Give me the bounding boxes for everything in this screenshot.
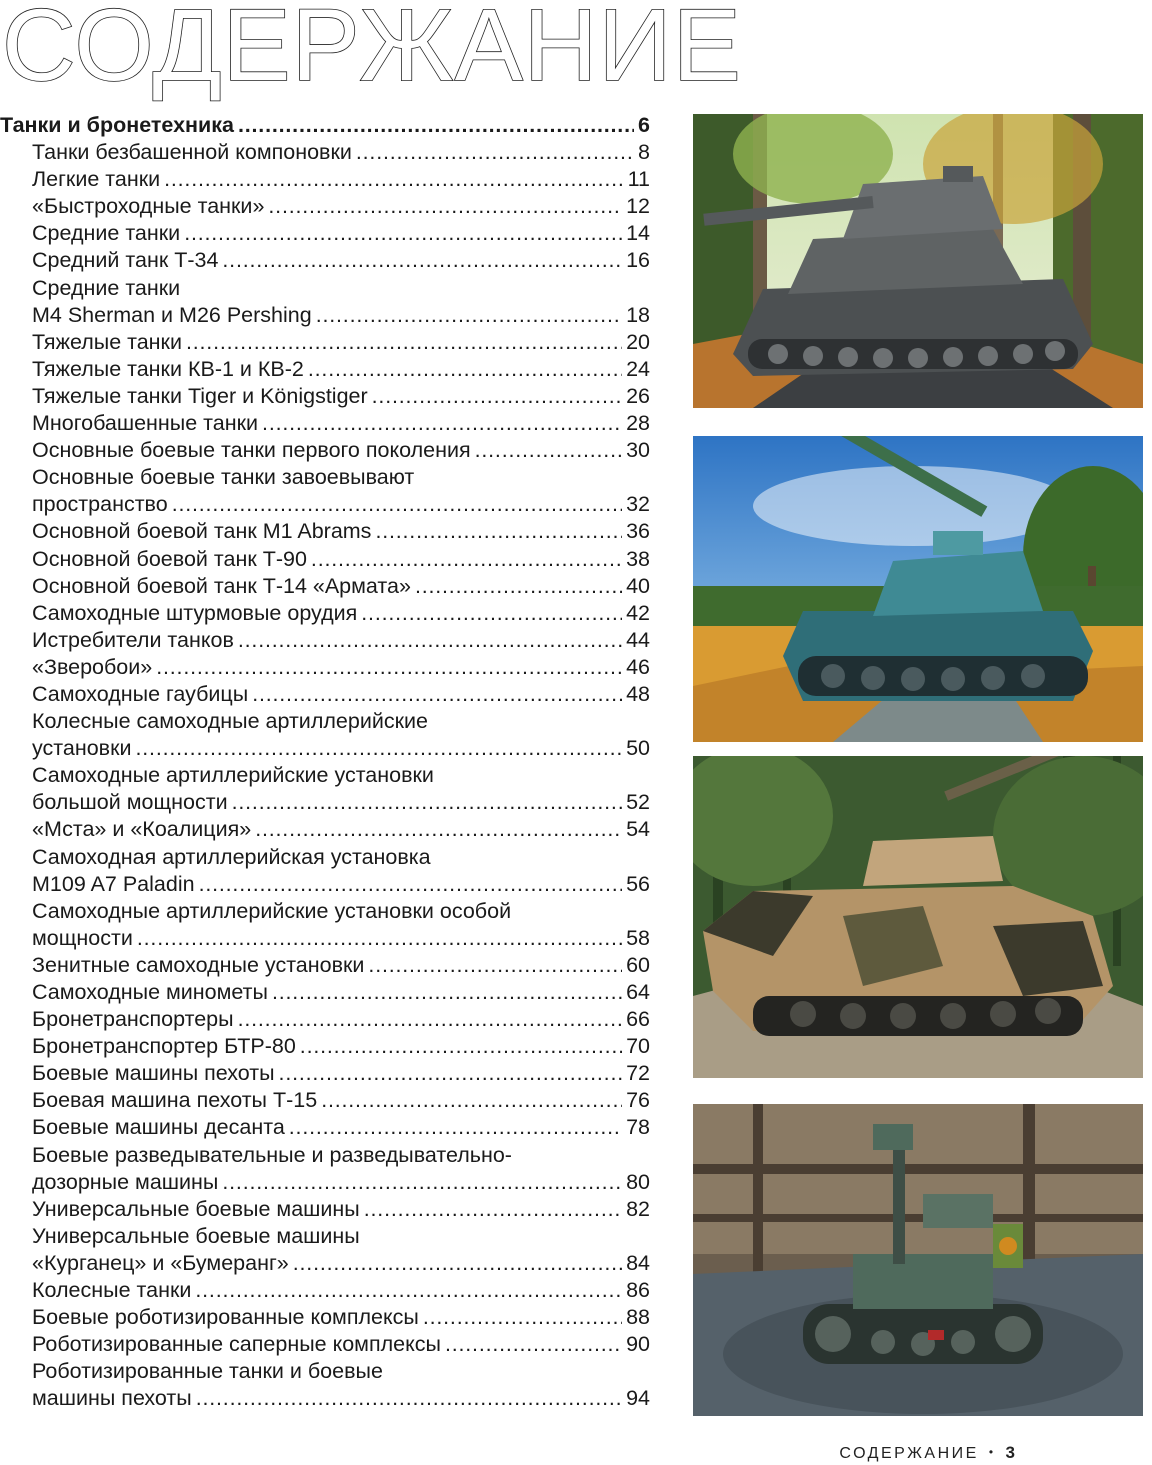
infantry-vehicle-illustration — [693, 756, 1143, 1078]
toc-title: Основной боевой танк M1 Abrams — [32, 519, 372, 544]
toc-page-number: 56 — [626, 871, 650, 896]
toc-title: Боевые машины пехоты — [32, 1061, 275, 1086]
toc-title: Средний танк Т-34 — [32, 248, 219, 273]
toc-entry[interactable] — [0, 952, 650, 979]
toc-entry[interactable] — [0, 1087, 650, 1114]
toc-leader — [356, 139, 634, 166]
toc-entry[interactable] — [0, 247, 650, 274]
toc-entry-line[interactable]: Основные боевые танки завоевывают — [32, 465, 415, 490]
toc-leader — [238, 112, 634, 139]
toc-leader — [222, 1169, 622, 1196]
toc-title: Истребители танков — [32, 627, 234, 652]
toc-page-number: 30 — [626, 438, 650, 463]
toc-leader — [368, 952, 622, 979]
toc-entry[interactable] — [0, 816, 650, 843]
toc-leader — [423, 1304, 622, 1331]
toc-leader — [195, 1277, 622, 1304]
toc-page-number: 82 — [626, 1196, 650, 1221]
toc-entry[interactable] — [0, 437, 650, 464]
toc-title: «Зверобои» — [32, 654, 153, 679]
toc-page-number: 94 — [626, 1386, 650, 1411]
toc-title: мощности — [32, 925, 133, 950]
toc-title: Колесные танки — [32, 1278, 192, 1303]
footer-label: СОДЕРЖАНИЕ — [839, 1445, 979, 1462]
toc-page-number: 54 — [626, 817, 650, 842]
main-battle-tank-illustration — [693, 436, 1143, 742]
toc-page-number: 12 — [626, 194, 650, 219]
table-of-contents — [0, 112, 650, 1413]
toc-entry[interactable] — [0, 1385, 650, 1412]
combat-robot-illustration — [693, 1104, 1143, 1416]
toc-title: Роботизированные саперные комплексы — [32, 1332, 441, 1357]
toc-entry-line[interactable]: Колесные самоходные артиллерийские — [32, 709, 428, 734]
toc-title: Самоходные штурмовые орудия — [32, 600, 358, 625]
toc-entry[interactable] — [0, 1250, 650, 1277]
toc-title: машины пехоты — [32, 1386, 192, 1411]
toc-entry[interactable] — [0, 979, 650, 1006]
toc-page-number: 70 — [626, 1034, 650, 1059]
toc-title: Бронетранспортеры — [32, 1007, 234, 1032]
toc-entry[interactable] — [0, 681, 650, 708]
toc-entry[interactable] — [0, 573, 650, 600]
toc-page-number: 80 — [626, 1169, 650, 1194]
toc-leader — [293, 1250, 622, 1277]
toc-leader — [262, 410, 622, 437]
toc-leader — [279, 1060, 623, 1087]
toc-entry[interactable] — [0, 166, 650, 193]
toc-entry[interactable] — [0, 356, 650, 383]
toc-page-number: 28 — [626, 411, 650, 436]
toc-page-number: 90 — [626, 1332, 650, 1357]
toc-entry[interactable] — [0, 1277, 650, 1304]
toc-title: Многобашенные танки — [32, 411, 259, 436]
toc-page-number: 48 — [626, 681, 650, 706]
toc-entry[interactable] — [0, 518, 650, 545]
toc-leader — [375, 518, 622, 545]
toc-title: Тяжелые танки КВ-1 и КВ-2 — [32, 356, 304, 381]
toc-title: Основной боевой танк Т-90 — [32, 546, 307, 571]
toc-leader — [316, 302, 622, 329]
toc-leader — [445, 1331, 622, 1358]
toc-leader — [475, 437, 622, 464]
toc-page-number: 14 — [626, 221, 650, 246]
toc-entry[interactable] — [0, 329, 650, 356]
toc-title: Средние танки — [32, 221, 181, 246]
toc-title: пространство — [32, 492, 168, 517]
toc-entry-line[interactable]: Универсальные боевые машины — [32, 1223, 360, 1248]
toc-entry[interactable] — [0, 410, 650, 437]
toc-title: Боевая машина пехоты Т-15 — [32, 1088, 318, 1113]
toc-page-number: 11 — [627, 167, 650, 192]
toc-leader — [199, 871, 623, 898]
toc-leader — [364, 1196, 622, 1223]
toc-page-number: 78 — [626, 1115, 650, 1140]
toc-title: Танки безбашенной компоновки — [32, 140, 352, 165]
toc-entry[interactable] — [0, 1060, 650, 1087]
toc-entry[interactable] — [0, 654, 650, 681]
toc-title: большой мощности — [32, 790, 228, 815]
toc-entry[interactable] — [0, 627, 650, 654]
toc-leader — [136, 735, 623, 762]
toc-leader — [184, 220, 622, 247]
toc-entry-line[interactable]: Самоходные артиллерийские установки особой — [32, 898, 512, 923]
toc-page-number: 42 — [626, 600, 650, 625]
toc-entry[interactable] — [0, 1331, 650, 1358]
toc-entry-line[interactable]: Средние танки — [32, 275, 181, 300]
toc-entry-line[interactable]: Самоходные артиллерийские установки — [32, 763, 434, 788]
toc-leader — [156, 654, 622, 681]
toc-entry-line[interactable]: Боевые разведывательные и разведывательно- — [32, 1142, 512, 1167]
toc-title: Основной боевой танк Т-14 «Армата» — [32, 573, 411, 598]
page-title: СОДЕРЖАНИЕ — [2, 0, 742, 102]
toc-title: Боевые роботизированные комплексы — [32, 1305, 419, 1330]
toc-page-number: 50 — [626, 736, 650, 761]
toc-title: Легкие танки — [32, 167, 161, 192]
toc-entry[interactable] — [0, 139, 650, 166]
toc-page-number: 26 — [626, 383, 650, 408]
toc-title: M4 Sherman и M26 Pershing — [32, 302, 312, 327]
toc-title: Самоходные минометы — [32, 980, 268, 1004]
toc-title: «Мста» и «Коалиция» — [32, 817, 252, 842]
toc-leader — [252, 681, 622, 708]
toc-page-number: 58 — [626, 925, 650, 950]
toc-leader — [272, 979, 622, 1006]
toc-title: Зенитные самоходные установки — [32, 952, 365, 977]
toc-entry[interactable] — [0, 789, 650, 816]
toc-entry[interactable] — [0, 1006, 650, 1033]
photo-combat-robot — [693, 1104, 1143, 1416]
toc-page-number: 32 — [626, 492, 650, 517]
toc-entry[interactable] — [0, 871, 650, 898]
toc-title: установки — [32, 736, 132, 761]
toc-title: Тяжелые танки Tiger и Königstiger — [32, 383, 368, 408]
footer-bullet: • — [988, 1445, 996, 1459]
toc-page-number: 46 — [626, 654, 650, 679]
toc-leader — [172, 491, 622, 518]
toc-entry-line[interactable]: Роботизированные танки и боевые — [32, 1359, 383, 1384]
toc-page-number: 60 — [626, 952, 650, 977]
toc-title: «Курганец» и «Бумеранг» — [32, 1250, 289, 1275]
toc-title: Универсальные боевые машины — [32, 1196, 360, 1221]
toc-main-section[interactable] — [0, 112, 650, 139]
toc-title: Боевые машины десанта — [32, 1115, 285, 1140]
page-number: 3 — [1005, 1443, 1015, 1462]
toc-leader — [361, 600, 622, 627]
photo-main-battle-tank — [693, 436, 1143, 742]
toc-page-number: 44 — [626, 627, 650, 652]
toc-leader — [196, 1385, 622, 1412]
toc-leader — [137, 925, 622, 952]
toc-entry[interactable] — [0, 383, 650, 410]
toc-title: Бронетранспортер БТР-80 — [32, 1034, 296, 1059]
toc-page-number: 76 — [626, 1088, 650, 1113]
toc-leader — [186, 329, 622, 356]
toc-page-number: 86 — [626, 1278, 650, 1303]
toc-entry[interactable] — [0, 491, 650, 518]
toc-leader — [164, 166, 624, 193]
toc-leader — [238, 1006, 622, 1033]
toc-page-number: 72 — [626, 1061, 650, 1086]
toc-leader — [415, 573, 622, 600]
toc-page-number: 6 — [638, 113, 650, 137]
toc-page-number: 36 — [626, 519, 650, 544]
toc-page-number: 88 — [626, 1305, 650, 1330]
toc-entry[interactable] — [0, 600, 650, 627]
toc-leader — [289, 1114, 622, 1141]
toc-entry[interactable] — [0, 1196, 650, 1223]
toc-page-number: 84 — [626, 1250, 650, 1275]
toc-leader — [222, 247, 622, 274]
toc-leader — [300, 1033, 622, 1060]
toc-page-number: 8 — [638, 140, 650, 165]
toc-entry[interactable] — [0, 925, 650, 952]
toc-leader — [232, 789, 622, 816]
toc-title: Основные боевые танки первого поколения — [32, 438, 471, 463]
toc-leader — [238, 627, 622, 654]
toc-title: Танки и бронетехника — [0, 113, 234, 137]
toc-leader — [321, 1087, 622, 1114]
toc-title: Тяжелые танки — [32, 329, 182, 354]
toc-page-number: 20 — [626, 329, 650, 354]
toc-entry[interactable] — [0, 1114, 650, 1141]
toc-page-number: 52 — [626, 790, 650, 815]
toc-entry[interactable] — [0, 1169, 650, 1196]
toc-entry[interactable] — [0, 302, 650, 329]
toc-page-number: 18 — [626, 302, 650, 327]
toc-page-number: 64 — [626, 980, 650, 1004]
photo-infantry-vehicle — [693, 756, 1143, 1078]
toc-page-number: 38 — [626, 546, 650, 571]
heavy-tank-illustration — [693, 114, 1143, 408]
toc-page-number: 24 — [626, 356, 650, 381]
toc-title: Самоходные гаубицы — [32, 681, 249, 706]
toc-entry[interactable] — [0, 735, 650, 762]
toc-title: M109 A7 Paladin — [32, 871, 195, 896]
toc-page-number: 66 — [626, 1007, 650, 1032]
toc-leader — [255, 816, 622, 843]
page-footer — [839, 1443, 1015, 1463]
toc-title: дозорные машины — [32, 1169, 219, 1194]
toc-page-number: 16 — [626, 248, 650, 273]
toc-entry-line[interactable]: Самоходная артиллерийская установка — [32, 844, 431, 869]
toc-title: «Быстроходные танки» — [32, 194, 265, 219]
toc-leader — [268, 193, 622, 220]
toc-entry[interactable] — [0, 1304, 650, 1331]
toc-leader — [308, 356, 622, 383]
toc-entry[interactable] — [0, 1033, 650, 1060]
toc-page-number: 40 — [626, 573, 650, 598]
toc-leader — [311, 546, 622, 573]
photo-heavy-tank — [693, 114, 1143, 408]
toc-items — [0, 139, 650, 1412]
toc-entry[interactable] — [0, 546, 650, 573]
toc-entry[interactable] — [0, 220, 650, 247]
toc-leader — [372, 383, 622, 410]
toc-entry[interactable] — [0, 193, 650, 220]
